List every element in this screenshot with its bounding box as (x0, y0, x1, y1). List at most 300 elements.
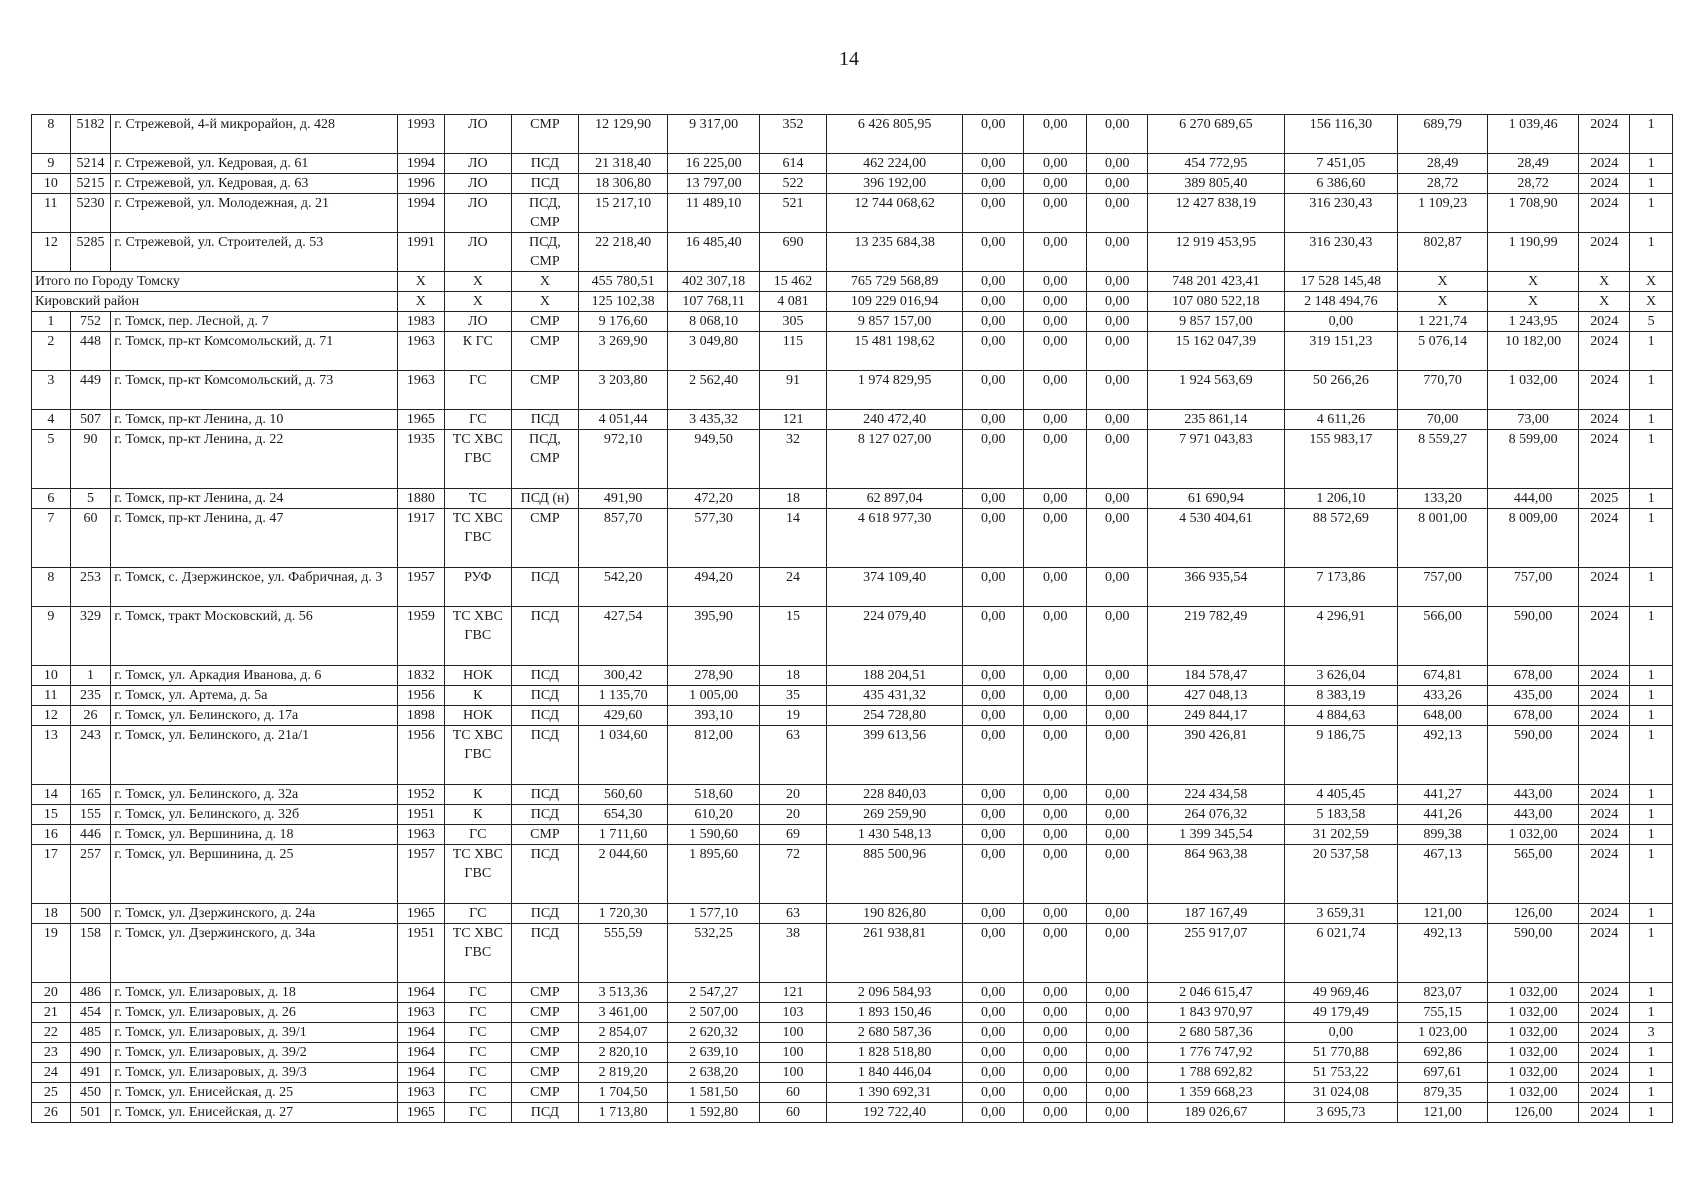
address-cell: г. Томск, ул. Елизаровых, д. 39/1 (111, 1023, 398, 1043)
total-cost-cell: 190 826,80 (827, 904, 963, 924)
total-cost-cell: 1 390 692,31 (827, 1083, 963, 1103)
max-unit-cost-cell: X (1487, 272, 1579, 292)
max-unit-cost-cell: 443,00 (1487, 785, 1579, 805)
stage-cell: СМР (511, 312, 578, 332)
max-unit-cost-cell: 757,00 (1487, 568, 1579, 607)
year-plan-cell: 2024 (1579, 607, 1630, 666)
other-funds-cell: 319 151,23 (1284, 332, 1398, 371)
regional-funds-cell: 0,00 (1024, 1103, 1087, 1123)
federal-funds-cell: 0,00 (963, 904, 1024, 924)
table-row (32, 371, 1673, 410)
total-cost-cell: 462 224,00 (827, 154, 963, 174)
regional-funds-cell: 0,00 (1024, 1063, 1087, 1083)
year-cell: 1957 (397, 568, 444, 607)
method-cell: 1 (1630, 410, 1673, 430)
federal-funds-cell: 0,00 (963, 115, 1024, 154)
total-cost-cell: 374 109,40 (827, 568, 963, 607)
residents-cell: 20 (759, 785, 826, 805)
federal-funds-cell: 0,00 (963, 371, 1024, 410)
municipal-funds-cell: 0,00 (1087, 312, 1148, 332)
total-cost-cell: 15 481 198,62 (827, 332, 963, 371)
living-area-cell: 393,10 (668, 706, 760, 726)
year-plan-cell: 2024 (1579, 174, 1630, 194)
year-plan-cell: 2024 (1579, 825, 1630, 845)
table-row (32, 154, 1673, 174)
regional-funds-cell: 0,00 (1024, 272, 1087, 292)
house-id-cell: 491 (70, 1063, 111, 1083)
max-unit-cost-cell: 73,00 (1487, 410, 1579, 430)
residents-cell: 100 (759, 1023, 826, 1043)
owner-funds-cell: 15 162 047,39 (1148, 332, 1284, 371)
year-cell: 1880 (397, 489, 444, 509)
year-cell: 1993 (397, 115, 444, 154)
method-cell: 1 (1630, 174, 1673, 194)
federal-funds-cell: 0,00 (963, 785, 1024, 805)
stage-cell: ПСД (511, 686, 578, 706)
living-area-cell: 278,90 (668, 666, 760, 686)
stage-cell: ПСД (511, 706, 578, 726)
year-cell: 1935 (397, 430, 444, 489)
other-funds-cell: 6 021,74 (1284, 924, 1398, 983)
owner-funds-cell: 12 919 453,95 (1148, 233, 1284, 272)
address-cell: г. Томск, ул. Елизаровых, д. 18 (111, 983, 398, 1003)
total-area-cell: 3 269,90 (578, 332, 667, 371)
method-cell: 1 (1630, 332, 1673, 371)
method-cell: X (1630, 272, 1673, 292)
work-type-cell: НОК (444, 666, 511, 686)
work-type-cell: ЛО (444, 312, 511, 332)
owner-funds-cell: 235 861,14 (1148, 410, 1284, 430)
total-area-cell: 15 217,10 (578, 194, 667, 233)
other-funds-cell: 49 179,49 (1284, 1003, 1398, 1023)
table-row (32, 410, 1673, 430)
other-funds-cell: 31 024,08 (1284, 1083, 1398, 1103)
max-unit-cost-cell: 8 599,00 (1487, 430, 1579, 489)
total-area-cell: 300,42 (578, 666, 667, 686)
municipal-funds-cell: 0,00 (1087, 805, 1148, 825)
address-cell: г. Стрежевой, ул. Кедровая, д. 61 (111, 154, 398, 174)
year-cell: X (397, 292, 444, 312)
house-id-cell: 752 (70, 312, 111, 332)
summary-label-cell: Кировский район (32, 292, 398, 312)
method-cell: 1 (1630, 825, 1673, 845)
max-unit-cost-cell: 10 182,00 (1487, 332, 1579, 371)
total-area-cell: 9 176,60 (578, 312, 667, 332)
year-plan-cell: 2025 (1579, 489, 1630, 509)
living-area-cell: 812,00 (668, 726, 760, 785)
address-cell: г. Томск, ул. Дзержинского, д. 24а (111, 904, 398, 924)
unit-cost-cell: 1 109,23 (1398, 194, 1487, 233)
house-id-cell: 257 (70, 845, 111, 904)
address-cell: г. Томск, ул. Белинского, д. 32а (111, 785, 398, 805)
owner-funds-cell: 61 690,94 (1148, 489, 1284, 509)
regional-funds-cell: 0,00 (1024, 312, 1087, 332)
total-cost-cell: 1 840 446,04 (827, 1063, 963, 1083)
owner-funds-cell: 224 434,58 (1148, 785, 1284, 805)
total-area-cell: 3 461,00 (578, 1003, 667, 1023)
municipal-funds-cell: 0,00 (1087, 983, 1148, 1003)
municipal-funds-cell: 0,00 (1087, 726, 1148, 785)
stage-cell: ПСД (511, 726, 578, 785)
house-id-cell: 5 (70, 489, 111, 509)
residents-cell: 121 (759, 983, 826, 1003)
federal-funds-cell: 0,00 (963, 489, 1024, 509)
municipal-funds-cell: 0,00 (1087, 1083, 1148, 1103)
owner-funds-cell: 1 399 345,54 (1148, 825, 1284, 845)
total-area-cell: 1 711,60 (578, 825, 667, 845)
method-cell: 3 (1630, 1023, 1673, 1043)
municipal-funds-cell: 0,00 (1087, 174, 1148, 194)
year-cell: 1957 (397, 845, 444, 904)
stage-cell: X (511, 292, 578, 312)
other-funds-cell: 4 296,91 (1284, 607, 1398, 666)
owner-funds-cell: 264 076,32 (1148, 805, 1284, 825)
table-row (32, 845, 1673, 904)
stage-cell: ПСД, СМР (511, 430, 578, 489)
method-cell: 1 (1630, 904, 1673, 924)
residents-cell: 20 (759, 805, 826, 825)
year-plan-cell: 2024 (1579, 686, 1630, 706)
living-area-cell: 2 639,10 (668, 1043, 760, 1063)
row-number-cell: 12 (32, 706, 71, 726)
residents-cell: 63 (759, 726, 826, 785)
year-plan-cell: 2024 (1579, 726, 1630, 785)
row-number-cell: 5 (32, 430, 71, 489)
year-cell: 1991 (397, 233, 444, 272)
municipal-funds-cell: 0,00 (1087, 825, 1148, 845)
unit-cost-cell: 441,26 (1398, 805, 1487, 825)
total-cost-cell: 269 259,90 (827, 805, 963, 825)
federal-funds-cell: 0,00 (963, 666, 1024, 686)
federal-funds-cell: 0,00 (963, 726, 1024, 785)
living-area-cell: 610,20 (668, 805, 760, 825)
regional-funds-cell: 0,00 (1024, 568, 1087, 607)
table-row (32, 312, 1673, 332)
table-row (32, 1063, 1673, 1083)
house-id-cell: 500 (70, 904, 111, 924)
unit-cost-cell: X (1398, 272, 1487, 292)
max-unit-cost-cell: 1 708,90 (1487, 194, 1579, 233)
row-number-cell: 23 (32, 1043, 71, 1063)
residents-cell: 100 (759, 1043, 826, 1063)
regional-funds-cell: 0,00 (1024, 904, 1087, 924)
owner-funds-cell: 255 917,07 (1148, 924, 1284, 983)
max-unit-cost-cell: 1 032,00 (1487, 1083, 1579, 1103)
municipal-funds-cell: 0,00 (1087, 154, 1148, 174)
total-area-cell: 2 820,10 (578, 1043, 667, 1063)
address-cell: г. Томск, пр-кт Ленина, д. 10 (111, 410, 398, 430)
municipal-funds-cell: 0,00 (1087, 430, 1148, 489)
table-row (32, 706, 1673, 726)
table-row (32, 1023, 1673, 1043)
living-area-cell: 2 638,20 (668, 1063, 760, 1083)
method-cell: 1 (1630, 983, 1673, 1003)
living-area-cell: 9 317,00 (668, 115, 760, 154)
year-plan-cell: 2024 (1579, 430, 1630, 489)
total-area-cell: 555,59 (578, 924, 667, 983)
table-row (32, 1083, 1673, 1103)
year-plan-cell: 2024 (1579, 312, 1630, 332)
work-type-cell: ГС (444, 1023, 511, 1043)
federal-funds-cell: 0,00 (963, 924, 1024, 983)
living-area-cell: 2 547,27 (668, 983, 760, 1003)
federal-funds-cell: 0,00 (963, 292, 1024, 312)
work-type-cell: ЛО (444, 154, 511, 174)
table-row (32, 194, 1673, 233)
address-cell: г. Томск, с. Дзержинское, ул. Фабричная, д. 3 (111, 568, 398, 607)
total-area-cell: 21 318,40 (578, 154, 667, 174)
work-type-cell: ГС (444, 1063, 511, 1083)
total-area-cell: 972,10 (578, 430, 667, 489)
residents-cell: 103 (759, 1003, 826, 1023)
max-unit-cost-cell: 8 009,00 (1487, 509, 1579, 568)
work-type-cell: ГС (444, 1083, 511, 1103)
owner-funds-cell: 2 680 587,36 (1148, 1023, 1284, 1043)
address-cell: г. Томск, пр-кт Комсомольский, д. 71 (111, 332, 398, 371)
residents-cell: 32 (759, 430, 826, 489)
total-cost-cell: 254 728,80 (827, 706, 963, 726)
municipal-funds-cell: 0,00 (1087, 1023, 1148, 1043)
unit-cost-cell: 441,27 (1398, 785, 1487, 805)
living-area-cell: 494,20 (668, 568, 760, 607)
method-cell: 1 (1630, 154, 1673, 174)
row-number-cell: 10 (32, 666, 71, 686)
regional-funds-cell: 0,00 (1024, 489, 1087, 509)
stage-cell: ПСД (511, 1103, 578, 1123)
federal-funds-cell: 0,00 (963, 845, 1024, 904)
living-area-cell: 532,25 (668, 924, 760, 983)
other-funds-cell: 1 206,10 (1284, 489, 1398, 509)
address-cell: г. Стрежевой, ул. Кедровая, д. 63 (111, 174, 398, 194)
max-unit-cost-cell: 126,00 (1487, 1103, 1579, 1123)
address-cell: г. Стрежевой, ул. Молодежная, д. 21 (111, 194, 398, 233)
living-area-cell: 11 489,10 (668, 194, 760, 233)
municipal-funds-cell: 0,00 (1087, 1063, 1148, 1083)
address-cell: г. Томск, ул. Белинского, д. 21а/1 (111, 726, 398, 785)
house-id-cell: 26 (70, 706, 111, 726)
regional-funds-cell: 0,00 (1024, 410, 1087, 430)
max-unit-cost-cell: 678,00 (1487, 706, 1579, 726)
year-cell: 1964 (397, 1063, 444, 1083)
stage-cell: X (511, 272, 578, 292)
federal-funds-cell: 0,00 (963, 509, 1024, 568)
regional-funds-cell: 0,00 (1024, 115, 1087, 154)
year-cell: 1964 (397, 1023, 444, 1043)
year-cell: 1951 (397, 924, 444, 983)
unit-cost-cell: 689,79 (1398, 115, 1487, 154)
row-number-cell: 2 (32, 332, 71, 371)
residents-cell: 18 (759, 666, 826, 686)
stage-cell: СМР (511, 1083, 578, 1103)
total-area-cell: 1 135,70 (578, 686, 667, 706)
unit-cost-cell: 770,70 (1398, 371, 1487, 410)
owner-funds-cell: 454 772,95 (1148, 154, 1284, 174)
method-cell: 1 (1630, 489, 1673, 509)
row-number-cell: 11 (32, 194, 71, 233)
municipal-funds-cell: 0,00 (1087, 272, 1148, 292)
method-cell: 1 (1630, 706, 1673, 726)
federal-funds-cell: 0,00 (963, 332, 1024, 371)
municipal-funds-cell: 0,00 (1087, 371, 1148, 410)
stage-cell: СМР (511, 332, 578, 371)
address-cell: г. Томск, ул. Енисейская, д. 27 (111, 1103, 398, 1123)
year-cell: 1963 (397, 1003, 444, 1023)
row-number-cell: 24 (32, 1063, 71, 1083)
year-cell: 1963 (397, 332, 444, 371)
max-unit-cost-cell: X (1487, 292, 1579, 312)
residents-cell: 72 (759, 845, 826, 904)
owner-funds-cell: 427 048,13 (1148, 686, 1284, 706)
regional-funds-cell: 0,00 (1024, 706, 1087, 726)
owner-funds-cell: 748 201 423,41 (1148, 272, 1284, 292)
federal-funds-cell: 0,00 (963, 430, 1024, 489)
year-cell: 1963 (397, 825, 444, 845)
max-unit-cost-cell: 1 032,00 (1487, 825, 1579, 845)
method-cell: 1 (1630, 1103, 1673, 1123)
unit-cost-cell: 899,38 (1398, 825, 1487, 845)
residents-cell: 69 (759, 825, 826, 845)
unit-cost-cell: 802,87 (1398, 233, 1487, 272)
other-funds-cell: 9 186,75 (1284, 726, 1398, 785)
max-unit-cost-cell: 565,00 (1487, 845, 1579, 904)
unit-cost-cell: 70,00 (1398, 410, 1487, 430)
total-cost-cell: 1 893 150,46 (827, 1003, 963, 1023)
house-id-cell: 60 (70, 509, 111, 568)
method-cell: 1 (1630, 371, 1673, 410)
regional-funds-cell: 0,00 (1024, 371, 1087, 410)
federal-funds-cell: 0,00 (963, 686, 1024, 706)
municipal-funds-cell: 0,00 (1087, 509, 1148, 568)
year-plan-cell: 2024 (1579, 194, 1630, 233)
stage-cell: ПСД (511, 845, 578, 904)
method-cell: 1 (1630, 607, 1673, 666)
residents-cell: 522 (759, 174, 826, 194)
work-type-cell: ТС (444, 489, 511, 509)
house-id-cell: 449 (70, 371, 111, 410)
year-cell: 1952 (397, 785, 444, 805)
table-row (32, 983, 1673, 1003)
regional-funds-cell: 0,00 (1024, 845, 1087, 904)
unit-cost-cell: 674,81 (1398, 666, 1487, 686)
other-funds-cell: 51 753,22 (1284, 1063, 1398, 1083)
table-row (32, 805, 1673, 825)
owner-funds-cell: 366 935,54 (1148, 568, 1284, 607)
total-cost-cell: 6 426 805,95 (827, 115, 963, 154)
total-cost-cell: 399 613,56 (827, 726, 963, 785)
municipal-funds-cell: 0,00 (1087, 785, 1148, 805)
owner-funds-cell: 6 270 689,65 (1148, 115, 1284, 154)
year-cell: 1956 (397, 726, 444, 785)
regional-funds-cell: 0,00 (1024, 1043, 1087, 1063)
total-cost-cell: 13 235 684,38 (827, 233, 963, 272)
living-area-cell: 1 895,60 (668, 845, 760, 904)
address-cell: г. Томск, пр-кт Ленина, д. 22 (111, 430, 398, 489)
house-id-cell: 165 (70, 785, 111, 805)
owner-funds-cell: 2 046 615,47 (1148, 983, 1284, 1003)
max-unit-cost-cell: 1 243,95 (1487, 312, 1579, 332)
other-funds-cell: 49 969,46 (1284, 983, 1398, 1003)
stage-cell: ПСД (511, 924, 578, 983)
year-plan-cell: 2024 (1579, 332, 1630, 371)
regional-funds-cell: 0,00 (1024, 666, 1087, 686)
year-cell: X (397, 272, 444, 292)
house-id-cell: 155 (70, 805, 111, 825)
work-type-cell: ТС ХВС ГВС (444, 509, 511, 568)
total-area-cell: 1 720,30 (578, 904, 667, 924)
other-funds-cell: 316 230,43 (1284, 194, 1398, 233)
house-id-cell: 501 (70, 1103, 111, 1123)
other-funds-cell: 4 405,45 (1284, 785, 1398, 805)
federal-funds-cell: 0,00 (963, 1003, 1024, 1023)
total-area-cell: 1 704,50 (578, 1083, 667, 1103)
row-number-cell: 20 (32, 983, 71, 1003)
work-type-cell: ГС (444, 410, 511, 430)
unit-cost-cell: 121,00 (1398, 1103, 1487, 1123)
owner-funds-cell: 7 971 043,83 (1148, 430, 1284, 489)
municipal-funds-cell: 0,00 (1087, 410, 1148, 430)
residents-cell: 690 (759, 233, 826, 272)
work-type-cell: ГС (444, 1043, 511, 1063)
table-row (32, 174, 1673, 194)
residents-cell: 305 (759, 312, 826, 332)
regional-funds-cell: 0,00 (1024, 825, 1087, 845)
page-number: 14 (839, 48, 859, 70)
total-cost-cell: 1 828 518,80 (827, 1043, 963, 1063)
other-funds-cell: 7 173,86 (1284, 568, 1398, 607)
total-cost-cell: 9 857 157,00 (827, 312, 963, 332)
address-cell: г. Томск, ул. Елизаровых, д. 26 (111, 1003, 398, 1023)
municipal-funds-cell: 0,00 (1087, 904, 1148, 924)
regional-funds-cell: 0,00 (1024, 785, 1087, 805)
owner-funds-cell: 1 843 970,97 (1148, 1003, 1284, 1023)
stage-cell: СМР (511, 115, 578, 154)
work-type-cell: ГС (444, 1003, 511, 1023)
max-unit-cost-cell: 1 039,46 (1487, 115, 1579, 154)
max-unit-cost-cell: 590,00 (1487, 726, 1579, 785)
living-area-cell: 107 768,11 (668, 292, 760, 312)
total-area-cell: 22 218,40 (578, 233, 667, 272)
year-cell: 1965 (397, 1103, 444, 1123)
federal-funds-cell: 0,00 (963, 805, 1024, 825)
row-number-cell: 15 (32, 805, 71, 825)
table-row (32, 686, 1673, 706)
address-cell: г. Томск, ул. Дзержинского, д. 34а (111, 924, 398, 983)
federal-funds-cell: 0,00 (963, 312, 1024, 332)
year-plan-cell: 2024 (1579, 1103, 1630, 1123)
table-row (32, 509, 1673, 568)
method-cell: 1 (1630, 233, 1673, 272)
municipal-funds-cell: 0,00 (1087, 115, 1148, 154)
unit-cost-cell: 467,13 (1398, 845, 1487, 904)
owner-funds-cell: 219 782,49 (1148, 607, 1284, 666)
year-plan-cell: 2024 (1579, 410, 1630, 430)
regional-funds-cell: 0,00 (1024, 430, 1087, 489)
stage-cell: СМР (511, 371, 578, 410)
address-cell: г. Томск, ул. Елизаровых, д. 39/3 (111, 1063, 398, 1083)
work-type-cell: ГС (444, 825, 511, 845)
regional-funds-cell: 0,00 (1024, 292, 1087, 312)
federal-funds-cell: 0,00 (963, 194, 1024, 233)
regional-funds-cell: 0,00 (1024, 332, 1087, 371)
year-plan-cell: 2024 (1579, 1043, 1630, 1063)
row-number-cell: 9 (32, 607, 71, 666)
other-funds-cell: 31 202,59 (1284, 825, 1398, 845)
federal-funds-cell: 0,00 (963, 825, 1024, 845)
regional-funds-cell: 0,00 (1024, 726, 1087, 785)
stage-cell: ПСД (н) (511, 489, 578, 509)
federal-funds-cell: 0,00 (963, 233, 1024, 272)
table-row (32, 825, 1673, 845)
